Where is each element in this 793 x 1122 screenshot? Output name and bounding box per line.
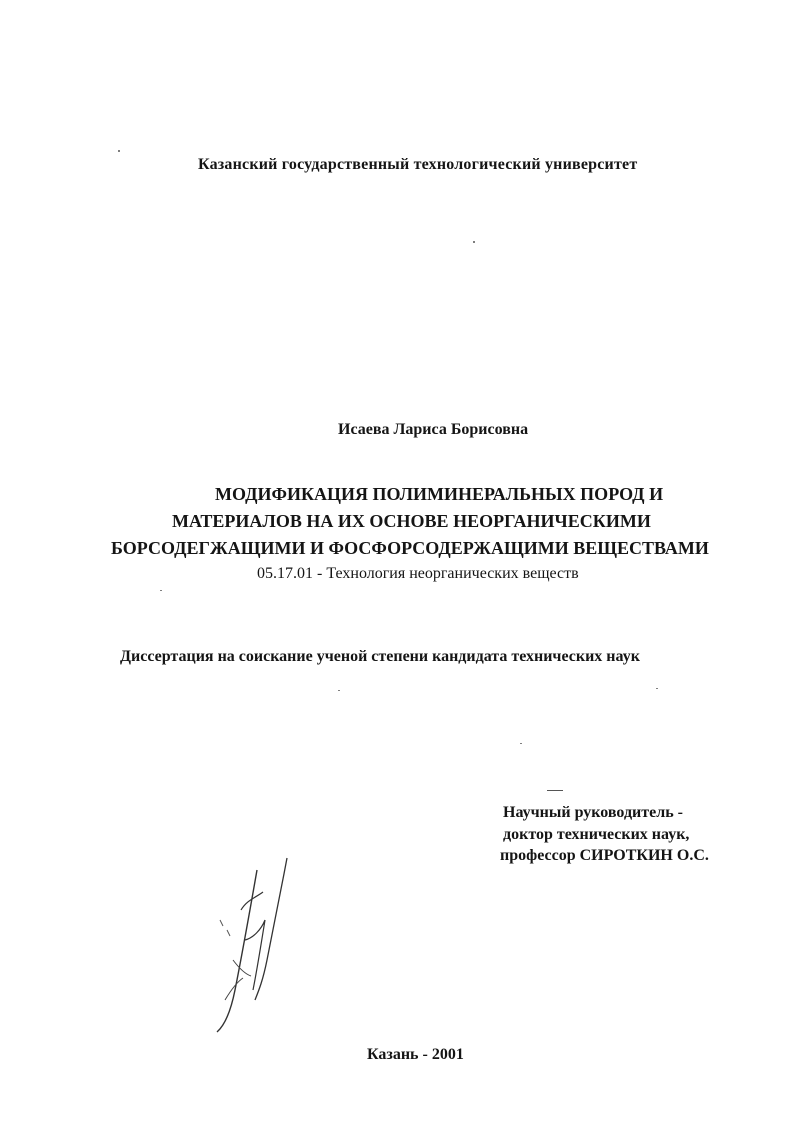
supervisor-name: профессор СИРОТКИН О.С.: [500, 847, 709, 864]
specialty-code: 05.17.01 - Технология неорганических веществ: [257, 565, 579, 582]
scan-speck: [160, 590, 162, 591]
thesis-title-line-1: МОДИФИКАЦИЯ ПОЛИМИНЕРАЛЬНЫХ ПОРОД И: [215, 484, 664, 504]
scan-speck: [656, 688, 658, 689]
handwritten-signature: [205, 850, 305, 1040]
scan-speck: [338, 690, 340, 691]
degree-statement: Диссертация на соискание ученой степени кандидата технических наук: [120, 648, 640, 665]
thesis-title-line-2: МАТЕРИАЛОВ НА ИХ ОСНОВЕ НЕОРГАНИЧЕСКИМИ: [172, 511, 651, 531]
author-name: Исаева Лариса Борисовна: [338, 421, 529, 438]
supervisor-degree: доктор технических наук,: [503, 826, 690, 843]
scan-speck: [547, 790, 563, 791]
scan-speck: [118, 150, 120, 152]
scan-speck: [473, 241, 475, 243]
scan-speck: [520, 743, 522, 744]
city-year: Казань - 2001: [367, 1046, 464, 1063]
supervisor-role: Научный руководитель -: [503, 804, 683, 821]
thesis-title-line-3: БОРСОДЕГЖАЩИМИ И ФОСФОРСОДЕРЖАЩИМИ ВЕЩЕСТВАМИ: [111, 538, 709, 558]
university-name: Казанский государственный технологический университет: [198, 156, 638, 173]
